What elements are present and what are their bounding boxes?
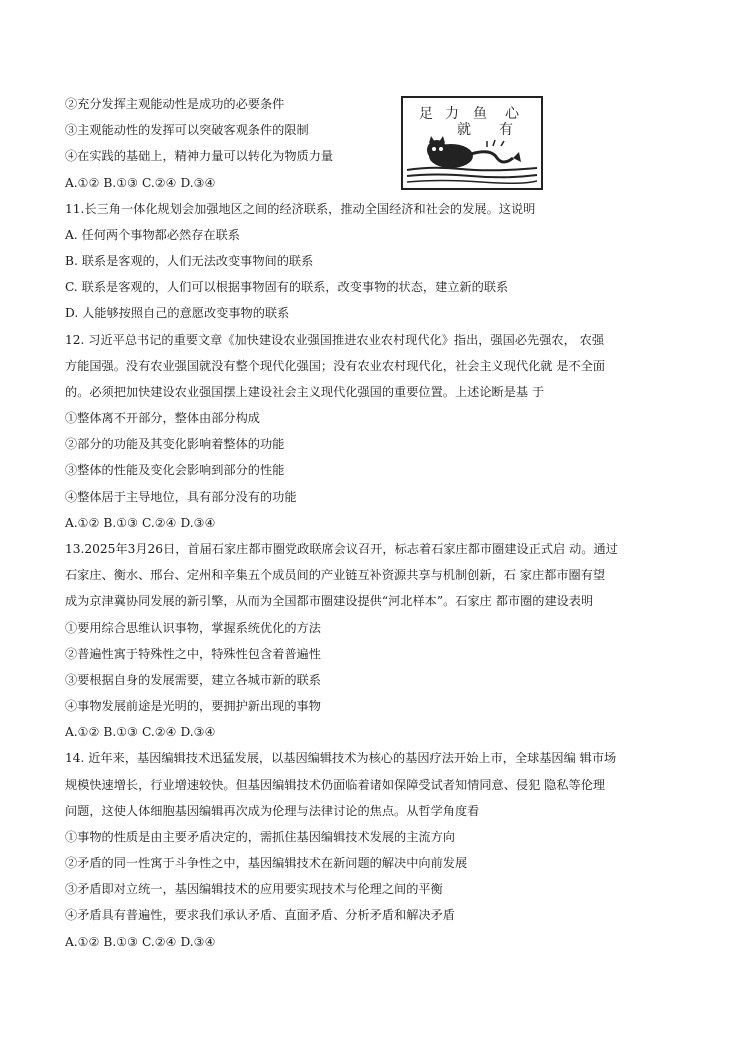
q12-statement-3: ③整体的性能及变化会影响到部分的性能 — [65, 463, 285, 477]
cat-fish-cartoon-icon — [401, 96, 543, 190]
q12-statement-4: ④整体居于主导地位，具有部分没有的功能 — [65, 490, 297, 504]
question-13-stem-line-2: 石家庄、衡水、邢台、定州和辛集五个成员间的产业链互补资源共享与机制创新，石 家庄都市圈有望 — [65, 568, 606, 582]
q14-statement-2: ②矛盾的同一性寓于斗争性之中，基因编辑技术在新问题的解决中向前发展 — [65, 856, 468, 870]
answer-choices-q12: A.①② B.①③ C.②④ D.③④ — [65, 516, 216, 530]
q11-option-b: B. 联系是客观的，人们无法改变事物间的联系 — [65, 254, 314, 268]
question-13-stem-line-1: 13.2025年3月26日，首届石家庄都市圈党政联席会议召开，标志着石家庄都市圈建设正式启 动。通过 — [65, 542, 618, 556]
q14-statement-4: ④矛盾具有普遍性，要求我们承认矛盾、直面矛盾、分析矛盾和解决矛盾 — [65, 908, 455, 922]
question-14-stem-line-2: 规模快速增长，行业增速较快。但基因编辑技术仍面临着诸如保障受试者知情同意、侵犯 隐私等伦理 — [65, 778, 606, 792]
svg-text:鱼: 鱼 — [473, 106, 487, 122]
q11-option-d: D. 人能够按照自己的意愿改变事物的联系 — [65, 306, 290, 320]
question-14-stem-line-1: 14. 近年来，基因编辑技术迅猛发展，以基因编辑技术为核心的基因疗法开始上市，全球基因编 辑市场 — [65, 751, 617, 765]
q14-statement-1: ①事物的性质是由主要矛盾决定的，需抓住基因编辑技术发展的主流方向 — [65, 830, 455, 844]
answer-choices-q14: A.①② B.①③ C.②④ D.③④ — [65, 935, 216, 949]
question-12-stem-line-3: 的。必须把加快建设农业强国摆上建设社会主义现代化强国的重要位置。上述论断是基 于 — [65, 385, 545, 399]
q13-statement-3: ③要根据自身的发展需要，建立各城市新的联系 — [65, 673, 321, 687]
question-14-stem-line-3: 问题，这使人体细胞基因编辑再次成为伦理与法律讨论的焦点。从哲学角度看 — [65, 804, 480, 818]
cartoon-illustration — [401, 96, 543, 190]
svg-text:有: 有 — [499, 122, 513, 138]
q13-statement-2: ②普遍性寓于特殊性之中，特殊性包含着普遍性 — [65, 647, 321, 661]
answer-choices-q13: A.①② B.①③ C.②④ D.③④ — [65, 725, 216, 739]
option-line-2: ②充分发挥主观能动性是成功的必要条件 — [65, 97, 285, 111]
q13-statement-1: ①要用综合思维认识事物，掌握系统优化的方法 — [65, 621, 321, 635]
question-12-stem-line-1: 12. 习近平总书记的重要文章《加快建设农业强国推进农业农村现代化》指出，强国必先强农， 农强 — [65, 333, 605, 347]
svg-text:力: 力 — [445, 106, 459, 122]
question-13-stem-line-3: 成为京津冀协同发展的新引擎，从而为全国都市圈建设提供“河北样本”。石家庄 都市圈的建设表明 — [65, 594, 594, 608]
q14-statement-3: ③矛盾即对立统一，基因编辑技术的应用要实现技术与伦理之间的平衡 — [65, 882, 443, 896]
q13-statement-4: ④事物发展前途是光明的，要拥护新出现的事物 — [65, 699, 321, 713]
svg-text:心: 心 — [505, 106, 519, 122]
svg-text:足: 足 — [419, 106, 433, 122]
q12-statement-2: ②部分的功能及其变化影响着整体的功能 — [65, 437, 285, 451]
q11-option-a: A. 任何两个事物都必然存在联系 — [65, 228, 240, 242]
option-line-3: ③主观能动性的发挥可以突破客观条件的限制 — [65, 123, 309, 137]
q11-option-c: C. 联系是客观的，人们可以根据事物固有的联系，改变事物的状态，建立新的联系 — [65, 280, 509, 294]
answer-choices-q10: A.①② B.①③ C.②④ D.③④ — [65, 176, 216, 190]
svg-text:就: 就 — [457, 122, 471, 138]
option-line-4: ④在实践的基础上，精神力量可以转化为物质力量 — [65, 149, 334, 163]
question-12-stem-line-2: 方能国强。没有农业强国就没有整个现代化强国；没有农业农村现代化，社会主义现代化就 是不全面 — [65, 359, 606, 373]
q12-statement-1: ①整体离不开部分，整体由部分构成 — [65, 411, 260, 425]
question-11-stem: 11.长三角一体化规划会加强地区之间的经济联系，推动全国经济和社会的发展。这说明 — [65, 202, 536, 216]
